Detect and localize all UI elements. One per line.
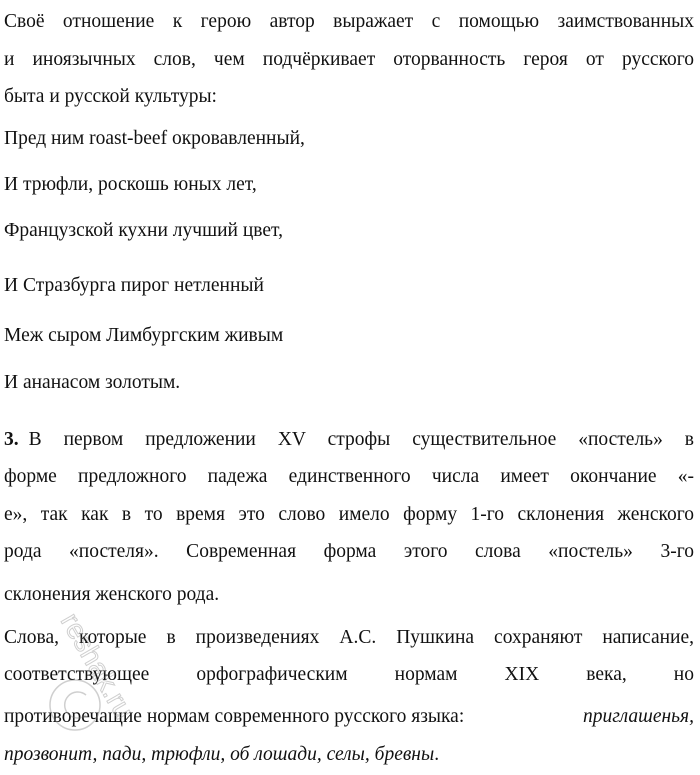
item3-line: рода «постеля». Современная форма этого слова «постель» 3-го (4, 541, 694, 562)
verse-line: И ананасом золотым. (4, 372, 181, 393)
intro-line: Своё отношение к герою автор выражает с помощью заимствованных (4, 11, 694, 32)
final-italic: прозвонит, пади, трюфли, об лошади, селы, бревны (4, 744, 435, 765)
item3-line: склонения женского рода. (4, 584, 220, 605)
svg-text:reshak.ru: reshak.ru (54, 607, 141, 725)
final-line: Слова, которые в произведениях А.С. Пушкина сохраняют написание, (4, 627, 694, 648)
item3-line: В первом предложении XV строфы существительное «постель» в (28, 429, 694, 450)
verse-line: И Стразбурга пирог нетленный (4, 275, 264, 296)
verse-line: Меж сыром Лимбургским живым (4, 325, 284, 346)
verse-line: Пред ним roast-beef окровавленный, (4, 128, 305, 149)
final-line (4, 742, 694, 768)
final-period: . (434, 744, 440, 765)
final-italic: приглашенья, (583, 706, 694, 727)
final-line: соответствующее орфографическим нормам XIX века, но (4, 664, 694, 685)
verse-line: Французской кухни лучший цвет, (4, 220, 283, 241)
item-number: 3. (4, 429, 19, 450)
item3-line: форме предложного падежа единственного числа имеет окончание «- (4, 466, 694, 487)
final-text: противоречащие нормам современного русского языка: (4, 706, 465, 727)
intro-line: и иноязычных слов, чем подчёркивает оторванность героя от русского (4, 49, 694, 70)
intro-line: быта и русской культуры: (4, 86, 217, 107)
item3-line: е», так как в то время это слово имело форму 1-го склонения женского (4, 504, 694, 525)
final-line (4, 704, 694, 730)
verse-line: И трюфли, роскошь юных лет, (4, 174, 257, 195)
item3-first-line (4, 427, 694, 453)
